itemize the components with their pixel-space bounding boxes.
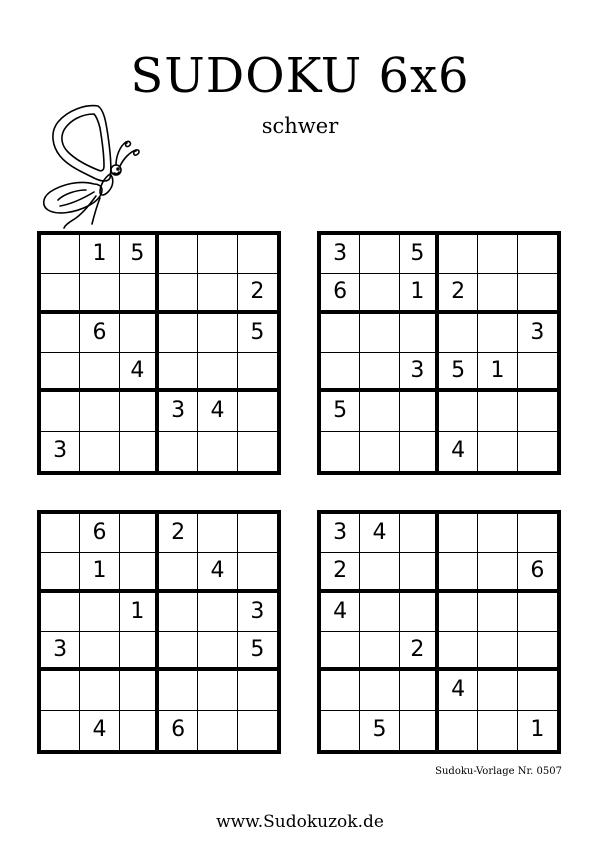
sudoku-cell [80,274,119,313]
page-title: SUDOKU 6x6 [130,48,470,104]
sudoku-cell [478,711,517,750]
sudoku-cell [360,632,399,671]
sudoku-cell: 4 [321,593,360,632]
sudoku-cell [198,353,237,392]
sudoku-cell: 1 [80,553,119,592]
sudoku-cell: 5 [439,353,478,392]
sudoku-cell: 6 [321,274,360,313]
sudoku-cell [439,711,478,750]
sudoku-cell [159,593,198,632]
sudoku-cell: 1 [80,235,119,274]
sudoku-cell [400,432,439,471]
difficulty-label: schwer [261,114,339,138]
sudoku-cell [360,235,399,274]
sudoku-cell [439,593,478,632]
sudoku-cell [41,553,80,592]
sudoku-cell [41,353,80,392]
sudoku-cell [478,632,517,671]
sudoku-cell [400,314,439,353]
sudoku-cell [41,593,80,632]
sudoku-cell [478,274,517,313]
sudoku-cell [360,593,399,632]
sudoku-cell: 2 [439,274,478,313]
sudoku-cell [518,274,557,313]
sudoku-cell [120,274,159,313]
sudoku-cell [238,235,277,274]
sudoku-cell [238,353,277,392]
sudoku-cell [478,671,517,710]
sudoku-cell [159,671,198,710]
sudoku-cell [439,235,478,274]
sudoku-cell [120,711,159,750]
sudoku-cell: 3 [400,353,439,392]
sudoku-cell [439,514,478,553]
sudoku-cell [439,314,478,353]
sudoku-cell: 1 [478,353,517,392]
sudoku-cell [41,711,80,750]
sudoku-cell [360,553,399,592]
sudoku-cell: 6 [80,514,119,553]
sudoku-cell [400,514,439,553]
sudoku-cell: 6 [518,553,557,592]
sudoku-cell [478,235,517,274]
sudoku-cell [321,432,360,471]
sudoku-cell: 4 [120,353,159,392]
sudoku-cell [238,711,277,750]
sudoku-cell [198,632,237,671]
sudoku-cell [120,432,159,471]
sudoku-cell: 4 [439,671,478,710]
sudoku-cell: 4 [80,711,119,750]
sudoku-cell [159,632,198,671]
sudoku-cell [80,353,119,392]
sudoku-cell [120,514,159,553]
sudoku-cell [478,392,517,431]
sudoku-cell [400,392,439,431]
sudoku-cell: 2 [238,274,277,313]
sudoku-cell [400,711,439,750]
sudoku-cell [360,274,399,313]
sudoku-grid-top-right [317,231,561,475]
sudoku-cell [80,392,119,431]
sudoku-cell [439,553,478,592]
sudoku-cell [41,671,80,710]
sudoku-cell [238,553,277,592]
sudoku-cell [518,514,557,553]
sudoku-cell [400,553,439,592]
sudoku-cell [198,514,237,553]
sudoku-cell [360,392,399,431]
sudoku-cell: 6 [159,711,198,750]
sudoku-cell [321,632,360,671]
sudoku-cell: 5 [238,314,277,353]
sudoku-cell [159,553,198,592]
sudoku-cell [321,314,360,353]
sudoku-cell [400,593,439,632]
sudoku-grid-bottom-left [37,510,281,754]
sudoku-cell [80,432,119,471]
sudoku-cell [518,593,557,632]
sudoku-cell [198,671,237,710]
sudoku-grid-bottom-right [317,510,561,754]
sudoku-cell [400,671,439,710]
sudoku-cell: 2 [321,553,360,592]
sudoku-cell [360,671,399,710]
sudoku-cell [321,353,360,392]
sudoku-cell [238,514,277,553]
sudoku-cell [120,632,159,671]
website-url: www.Sudokuzok.de [216,812,384,832]
sudoku-cell: 3 [41,632,80,671]
sudoku-cell [478,553,517,592]
sudoku-cell [198,432,237,471]
sudoku-cell: 5 [120,235,159,274]
sudoku-cell: 5 [238,632,277,671]
sudoku-cell [41,314,80,353]
sudoku-cell: 1 [400,274,439,313]
sudoku-cell [159,235,198,274]
sudoku-cell: 5 [400,235,439,274]
sudoku-grid-top-left [37,231,281,475]
sudoku-cell [120,553,159,592]
sudoku-cell [198,235,237,274]
sudoku-cell: 5 [360,711,399,750]
sudoku-cell [120,671,159,710]
sudoku-cell [80,593,119,632]
sudoku-cell [360,314,399,353]
sudoku-cell [238,671,277,710]
sudoku-cell [198,274,237,313]
sudoku-cell [478,314,517,353]
sudoku-cell: 4 [198,392,237,431]
sudoku-cell [518,671,557,710]
sudoku-cell: 4 [439,432,478,471]
sudoku-cell: 1 [530,717,545,743]
sudoku-cell [439,392,478,431]
sudoku-cell [159,353,198,392]
sudoku-cell [198,593,237,632]
sudoku-cell [159,314,198,353]
sudoku-cell [80,632,119,671]
sudoku-cell [41,274,80,313]
sudoku-cell [159,432,198,471]
sudoku-cell [478,593,517,632]
sudoku-cell [518,392,557,431]
sudoku-cell [198,314,237,353]
template-number: Sudoku-Vorlage Nr. 0507 [435,766,562,777]
sudoku-cell [238,392,277,431]
sudoku-cell: 3 [321,235,360,274]
sudoku-cell [120,314,159,353]
sudoku-cell [321,711,360,750]
butterfly-icon [36,100,140,230]
sudoku-cell: 3 [159,392,198,431]
sudoku-cell [120,392,159,431]
sudoku-cell [198,711,237,750]
sudoku-cell [478,514,517,553]
sudoku-cell: 3 [518,314,557,353]
sudoku-cell [518,632,557,671]
sudoku-cell [478,432,517,471]
sudoku-cell [41,514,80,553]
sudoku-cell: 3 [238,593,277,632]
sudoku-cell: 1 [120,593,159,632]
sudoku-cell: 4 [360,514,399,553]
sudoku-cell: 2 [400,632,439,671]
sudoku-cell [159,274,198,313]
sudoku-cell [439,632,478,671]
sudoku-cell [360,353,399,392]
sudoku-cell [518,353,557,392]
sudoku-cell [518,235,557,274]
sudoku-cell [321,671,360,710]
sudoku-cell: 4 [198,553,237,592]
sudoku-cell [518,432,557,471]
sudoku-cell: 6 [80,314,119,353]
sudoku-cell: 3 [321,514,360,553]
sudoku-cell: 3 [41,432,80,471]
sudoku-cell [360,432,399,471]
sudoku-cell [41,235,80,274]
sudoku-cell: 2 [159,514,198,553]
sudoku-cell: 5 [321,392,360,431]
sudoku-cell [41,392,80,431]
sudoku-cell [238,432,277,471]
sudoku-cell [80,671,119,710]
